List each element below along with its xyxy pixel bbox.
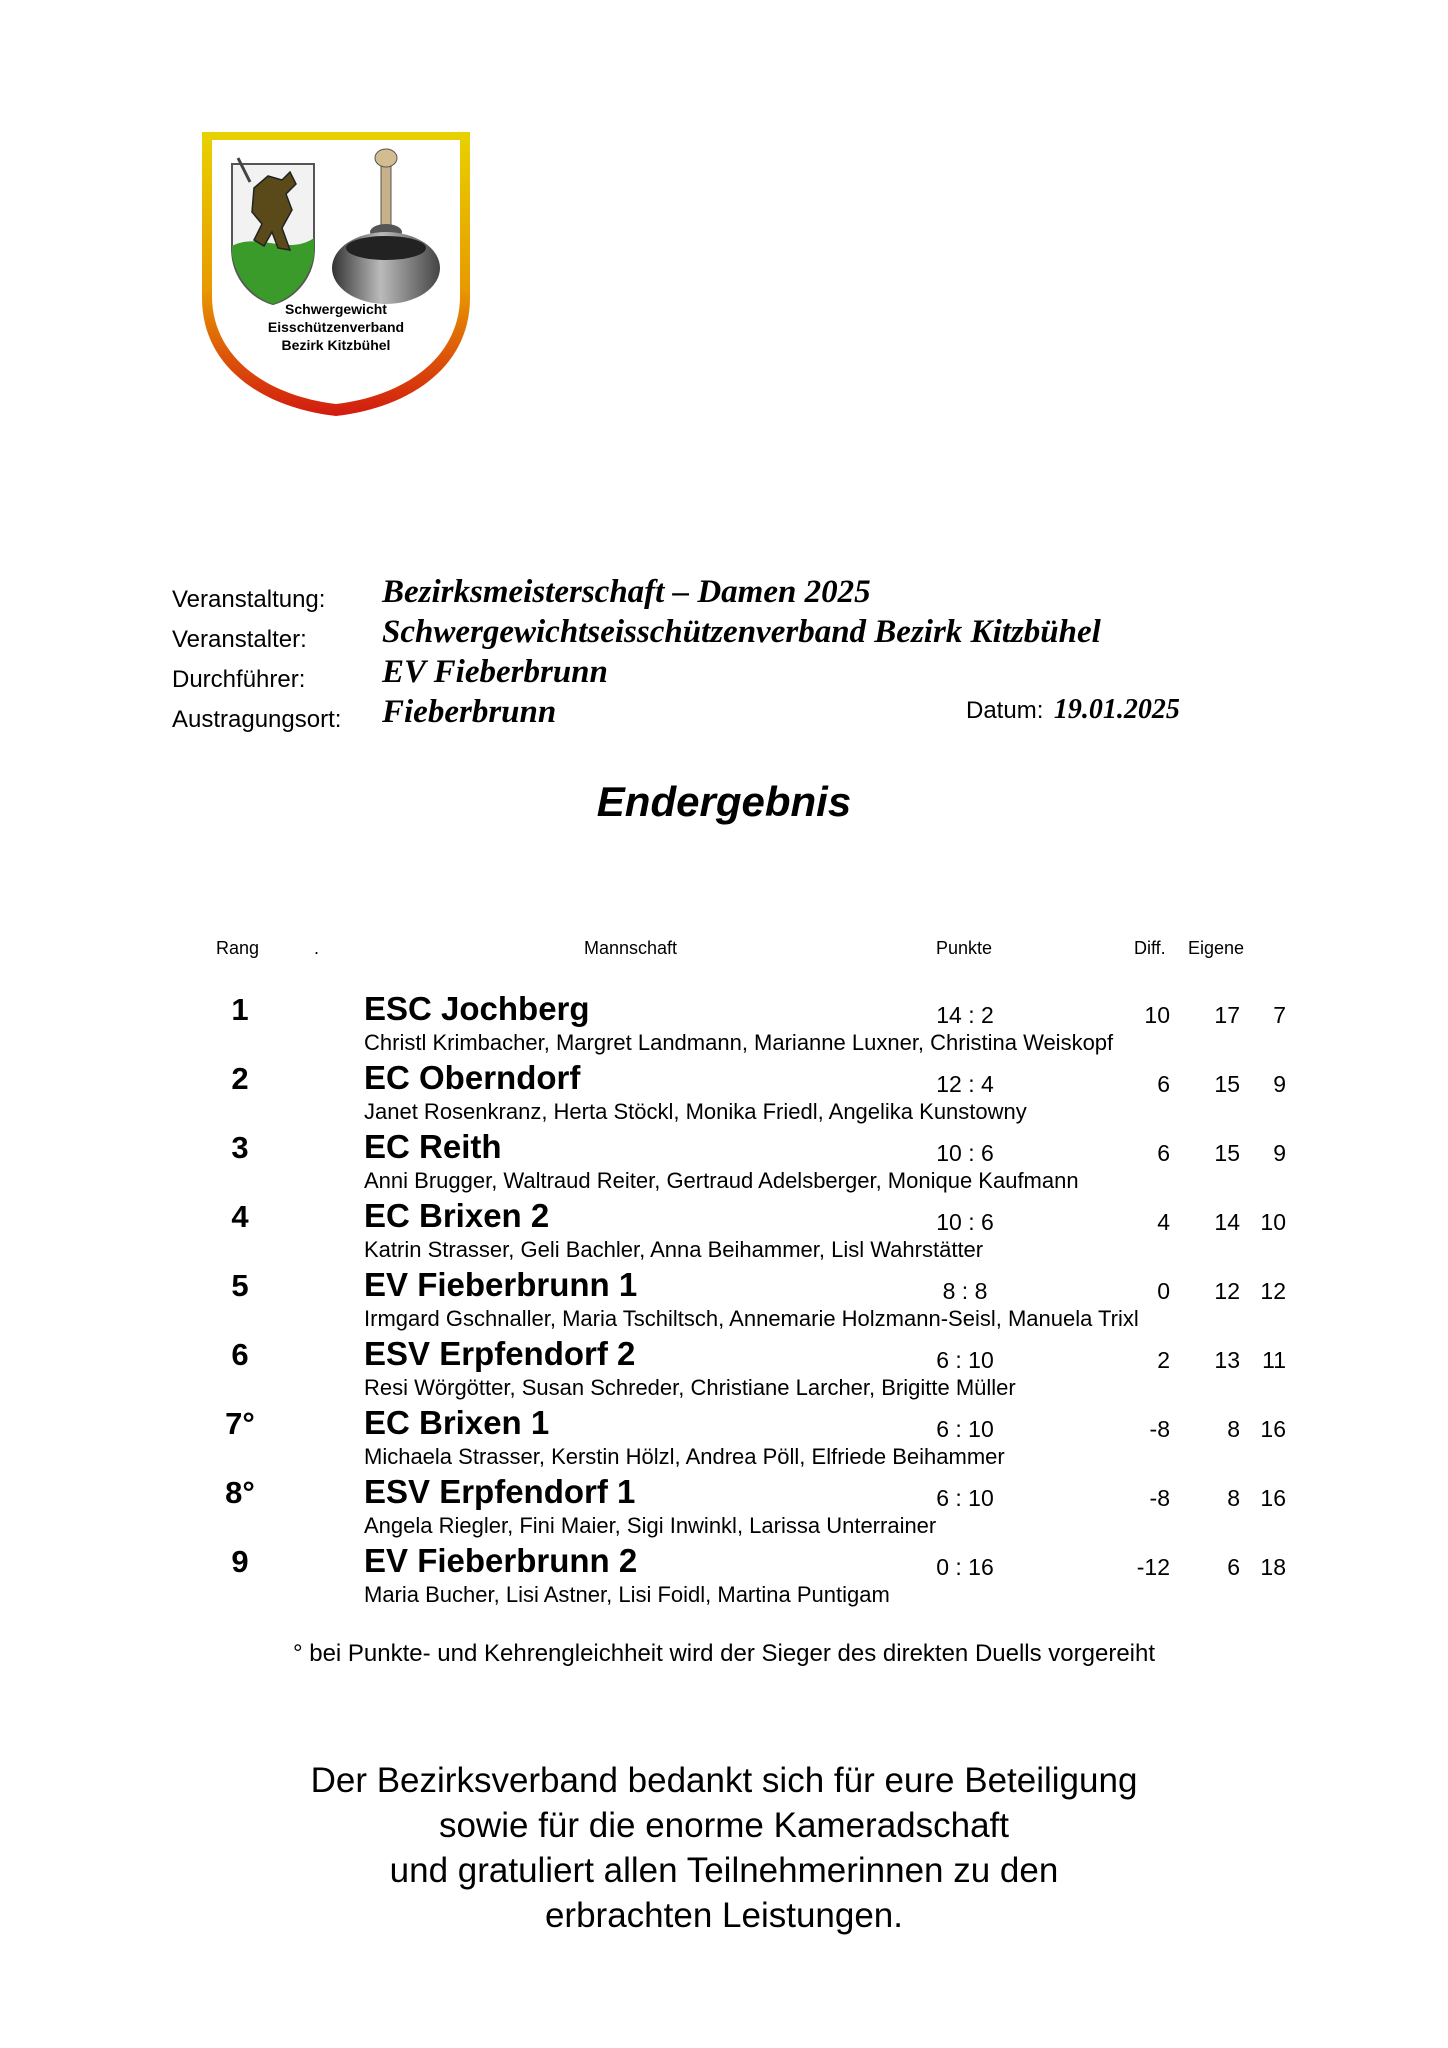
team-members: Irmgard Gschnaller, Maria Tschiltsch, Annemarie Holzmann-Seisl, Manuela Trixl	[364, 1306, 1139, 1331]
event-info	[172, 574, 1292, 734]
team-members: Anni Brugger, Waltraud Reiter, Gertraud Adelsberger, Monique Kaufmann	[364, 1168, 1079, 1193]
results-table	[0, 988, 1448, 1609]
points-cell: 0 : 16	[936, 1554, 994, 1580]
rank-cell: 3	[231, 1130, 249, 1165]
header-dot: .	[314, 938, 320, 958]
team-name: EC Brixen 1	[364, 1404, 550, 1441]
points-cell: 10 : 6	[936, 1140, 994, 1166]
result-row	[0, 1333, 1448, 1402]
date-label: Datum:	[966, 697, 1044, 724]
diff-cell: 6	[1157, 1071, 1170, 1097]
opponent-score-cell: 9	[1273, 1071, 1286, 1097]
opponent-score-cell: 16	[1260, 1485, 1286, 1511]
venue-value: Fieberbrunn	[382, 694, 557, 730]
rank-cell: 4	[231, 1199, 249, 1234]
team-members: Janet Rosenkranz, Herta Stöckl, Monika Friedl, Angelika Kunstowny	[364, 1099, 1027, 1124]
team-name: EV Fieberbrunn 1	[364, 1266, 638, 1303]
opponent-score-cell: 9	[1273, 1140, 1286, 1166]
venue-row	[172, 694, 1292, 734]
host-label: Durchführer:	[172, 666, 306, 693]
host-value: EV Fieberbrunn	[382, 654, 608, 690]
rank-cell: 5	[231, 1268, 249, 1303]
opponent-score-cell: 7	[1273, 1002, 1286, 1028]
date-value: 19.01.2025	[1053, 694, 1180, 725]
diff-cell: -8	[1149, 1416, 1170, 1442]
team-name: ESC Jochberg	[364, 990, 590, 1027]
team-name: ESV Erpfendorf 1	[364, 1473, 636, 1510]
thanks-message	[0, 1758, 1448, 1938]
rank-cell: 9	[231, 1544, 249, 1579]
organizer-row	[172, 614, 1292, 654]
opponent-score-cell: 10	[1260, 1209, 1286, 1235]
points-cell: 8 : 8	[942, 1278, 988, 1304]
team-name: EC Brixen 2	[364, 1197, 550, 1234]
result-row	[0, 988, 1448, 1057]
header-diff: Diff.	[1134, 938, 1166, 958]
team-members: Christl Krimbacher, Margret Landmann, Marianne Luxner, Christina Weiskopf	[364, 1030, 1114, 1055]
diff-cell: -12	[1136, 1554, 1170, 1580]
points-cell: 12 : 4	[936, 1071, 994, 1097]
event-label: Veranstaltung:	[172, 586, 326, 613]
logo-line-2: Eisschützenverband	[267, 319, 405, 335]
logo-line-3: Bezirk Kitzbühel	[281, 337, 391, 353]
header-rank: Rang	[216, 938, 260, 958]
points-cell: 6 : 10	[936, 1416, 994, 1442]
logo-line-1: Schwergewicht	[285, 301, 387, 317]
own-score-cell: 14	[1214, 1209, 1240, 1235]
team-members: Resi Wörgötter, Susan Schreder, Christiane Larcher, Brigitte Müller	[364, 1375, 1016, 1400]
team-name: EC Oberndorf	[364, 1059, 581, 1096]
organizer-label: Veranstalter:	[172, 626, 307, 653]
team-name: ESV Erpfendorf 2	[364, 1335, 636, 1372]
opponent-score-cell: 12	[1260, 1278, 1286, 1304]
rank-cell: 2	[231, 1061, 249, 1096]
opponent-score-cell: 16	[1260, 1416, 1286, 1442]
thanks-line: und gratuliert allen Teilnehmerinnen zu den	[389, 1851, 1059, 1890]
own-score-cell: 8	[1227, 1416, 1240, 1442]
rank-cell: 1	[231, 992, 249, 1027]
points-cell: 6 : 10	[936, 1485, 994, 1511]
event-value: Bezirksmeisterschaft – Damen 2025	[382, 574, 871, 610]
diff-cell: 2	[1157, 1347, 1170, 1373]
result-row	[0, 1195, 1448, 1264]
own-score-cell: 8	[1227, 1485, 1240, 1511]
team-members: Katrin Strasser, Geli Bachler, Anna Beihammer, Lisl Wahrstätter	[364, 1237, 984, 1262]
event-row	[172, 574, 1292, 614]
rank-cell: 6	[231, 1337, 249, 1372]
emblem-shield	[198, 128, 474, 420]
team-name: EC Reith	[364, 1128, 502, 1165]
opponent-score-cell: 11	[1262, 1347, 1286, 1373]
diff-cell: -8	[1149, 1485, 1170, 1511]
header-team: Mannschaft	[584, 938, 678, 958]
points-cell: 14 : 2	[936, 1002, 994, 1028]
rank-cell: 8°	[225, 1475, 255, 1510]
team-members: Maria Bucher, Lisi Astner, Lisi Foidl, Martina Puntigam	[364, 1582, 890, 1607]
result-row	[0, 1540, 1448, 1609]
own-score-cell: 13	[1214, 1347, 1240, 1373]
thanks-line: sowie für die enorme Kameradschaft	[439, 1806, 1009, 1845]
points-cell: 10 : 6	[936, 1209, 994, 1235]
own-score-cell: 12	[1214, 1278, 1240, 1304]
thanks-line: erbrachten Leistungen.	[544, 1896, 904, 1935]
organizer-value: Schwergewichtseisschützenverband Bezirk Kitzbühel	[382, 614, 1101, 650]
host-row	[172, 654, 1292, 694]
date-block	[966, 694, 1180, 726]
team-name: EV Fieberbrunn 2	[364, 1542, 638, 1579]
thanks-line: Der Bezirksverband bedankt sich für eure Beteiligung	[310, 1761, 1138, 1800]
result-row	[0, 1471, 1448, 1540]
team-members: Michaela Strasser, Kerstin Hölzl, Andrea Pöll, Elfriede Beihammer	[364, 1444, 1005, 1469]
points-cell: 6 : 10	[936, 1347, 994, 1373]
team-members: Angela Riegler, Fini Maier, Sigi Inwinkl, Larissa Unterrainer	[364, 1513, 937, 1538]
diff-cell: 4	[1157, 1209, 1170, 1235]
result-row	[0, 1264, 1448, 1333]
diff-cell: 6	[1157, 1140, 1170, 1166]
venue-label: Austragungsort:	[172, 706, 342, 733]
own-score-cell: 15	[1214, 1140, 1240, 1166]
header-points: Punkte	[936, 938, 993, 958]
result-row	[0, 1057, 1448, 1126]
association-logo	[198, 128, 474, 420]
tiebreak-note: ° bei Punkte- und Kehrengleichheit wird der Sieger des direkten Duells vorgereiht	[292, 1640, 1156, 1667]
page-title: Endergebnis	[596, 778, 852, 825]
diff-cell: 0	[1157, 1278, 1170, 1304]
own-score-cell: 17	[1214, 1002, 1240, 1028]
header-own: Eigene	[1188, 938, 1245, 958]
result-row	[0, 1402, 1448, 1471]
own-score-cell: 15	[1214, 1071, 1240, 1097]
diff-cell: 10	[1144, 1002, 1170, 1028]
opponent-score-cell: 18	[1260, 1554, 1286, 1580]
rank-cell: 7°	[225, 1406, 255, 1441]
result-row	[0, 1126, 1448, 1195]
own-score-cell: 6	[1227, 1554, 1240, 1580]
